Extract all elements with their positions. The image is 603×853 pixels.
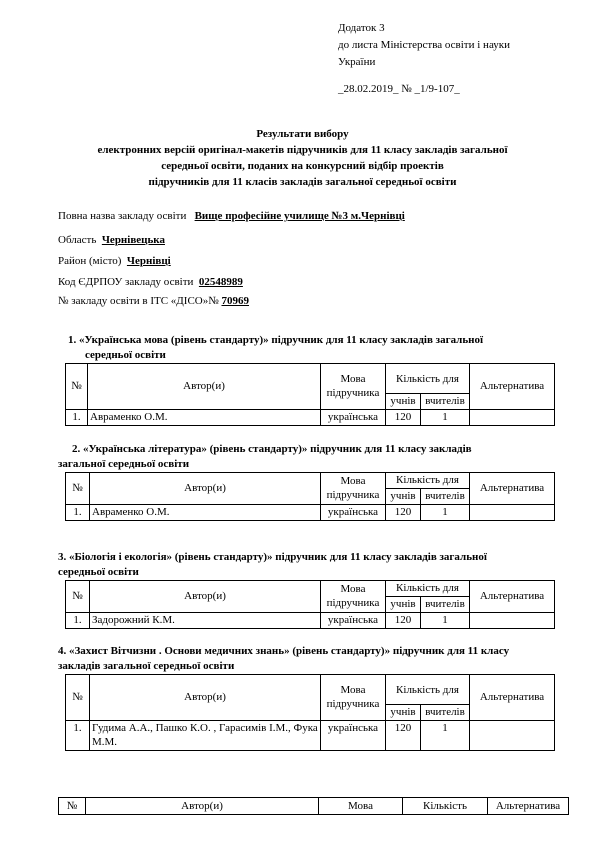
its-row [58,294,578,309]
header-quantity: Кількість для [386,675,470,705]
annex-line-2: до листа Міністерства освіти і науки [338,39,510,51]
row-language: українська [321,720,386,750]
table-row [66,504,555,520]
row-students: 120 [386,409,421,425]
header-author: Автор(и) [90,581,321,613]
section-3-table [65,580,555,629]
region-label: Область [58,234,97,246]
row-students: 120 [386,612,421,628]
row-author: Гудима А.А., Пашко К.О. , Гарасимів І.М., Фука М.М. [90,720,321,750]
row-language: українська [321,409,386,425]
edrpou-value: 02548989 [198,276,243,288]
header-language: Мова підручника [321,581,386,613]
row-teachers: 1 [421,720,470,750]
header-num: № [66,675,90,721]
annex-line-3: України [338,56,376,68]
header-students: учнів [386,705,421,721]
row-alternative [470,612,555,628]
row-author: Авраменко О.М. [90,504,321,520]
header-alternative: Альтернатива [470,675,555,721]
header-language: Мова підручника [321,473,386,505]
section-2-table [65,472,555,521]
annex-block [338,20,578,98]
row-num: 1. [66,409,88,425]
header-quantity: Кількість для [386,364,470,394]
section-1-heading-line-2: середньої освіти [85,349,166,361]
document-title [60,126,545,190]
partial-header-author: Автор(и) [86,798,319,815]
partial-table [58,797,569,815]
row-num: 1. [66,612,90,628]
header-author: Автор(и) [90,675,321,721]
region-row [58,233,578,248]
section-3-heading-line-2: середньої освіти [58,566,139,578]
institution-name-label: Повна назва закладу освіти [58,210,187,222]
title-line-1: Результати вибору [256,128,349,140]
section-2-heading-line-2: загальної середньої освіти [58,458,190,470]
header-language: Мова підручника [321,675,386,721]
partial-header-language: Мова [319,798,403,815]
annex-reference: _28.02.2019_ № _1/9-107_ [338,83,460,95]
district-row [58,254,578,269]
row-num: 1. [66,504,90,520]
section-1-heading-line-1: 1. «Українська мова (рівень стандарту)» підручник для 11 класу закладів загальної [68,334,484,346]
region-value: Чернівецька [101,234,165,246]
partial-header-alternative: Альтернатива [488,798,569,815]
header-quantity: Кількість для [386,581,470,597]
row-students: 120 [386,720,421,750]
row-teachers: 1 [421,409,470,425]
partial-header-quantity: Кількість [403,798,488,815]
section-2-heading [58,442,568,472]
header-alternative: Альтернатива [470,473,555,505]
header-students: учнів [386,488,421,504]
row-alternative [470,504,555,520]
section-4-heading-line-1: 4. «Захист Вітчизни . Основи медичних знань» (рівень стандарту)» підручник для 11 класу [58,645,510,657]
row-language: українська [321,504,386,520]
institution-name-value: Вище професійне училище №3 м.Чернівці [194,210,405,222]
row-students: 120 [386,504,421,520]
header-teachers: вчителів [421,488,470,504]
header-num: № [66,581,90,613]
header-teachers: вчителів [421,705,470,721]
header-author: Автор(и) [90,473,321,505]
district-value: Чернівці [126,255,171,267]
section-1-table [65,363,555,426]
row-language: українська [321,612,386,628]
partial-header-num: № [59,798,86,815]
section-3-heading-line-1: 3. «Біологія і екологія» (рівень стандарту)» підручник для 11 класу закладів загальної [58,551,487,563]
header-teachers: вчителів [421,394,470,410]
row-alternative [470,409,555,425]
table-row [66,612,555,628]
header-num: № [66,473,90,505]
row-teachers: 1 [421,504,470,520]
institution-name-row [58,209,578,224]
row-author: Авраменко О.М. [88,409,321,425]
header-students: учнів [386,596,421,612]
header-teachers: вчителів [421,596,470,612]
header-quantity: Кількість для [386,473,470,489]
title-line-3: середньої освіти, поданих на конкурсний відбір проектів [161,160,444,172]
section-4-table [65,674,555,751]
its-value: 70969 [221,295,249,307]
section-1-heading [68,333,568,363]
header-language: Мова підручника [321,364,386,410]
row-author: Задорожний К.М. [90,612,321,628]
header-num: № [66,364,88,410]
section-3-heading [58,550,568,580]
its-label: № закладу освіти в ІТС «ДІСО»№ [58,295,219,307]
title-line-4: підручників для 11 класів закладів загальної середньої освіти [148,176,457,188]
header-author: Автор(и) [88,364,321,410]
section-2-heading-line-1: 2. «Українська література» (рівень стандарту)» підручник для 11 класу закладів [72,443,472,455]
header-alternative: Альтернатива [470,581,555,613]
edrpou-label: Код ЄДРПОУ закладу освіти [58,276,194,288]
title-line-2: електронних версій оригінал-макетів підручників для 11 класу закладів загальної [97,144,508,156]
table-row [66,720,555,750]
row-num: 1. [66,720,90,750]
edrpou-row [58,275,578,290]
table-row [66,409,555,425]
header-students: учнів [386,394,421,410]
annex-line-1: Додаток 3 [338,22,385,34]
section-4-heading [58,644,578,674]
header-alternative: Альтернатива [470,364,555,410]
section-4-heading-line-2: закладів загальної середньої освіти [58,660,235,672]
row-teachers: 1 [421,612,470,628]
district-label: Район (місто) [58,255,122,267]
row-alternative [470,720,555,750]
